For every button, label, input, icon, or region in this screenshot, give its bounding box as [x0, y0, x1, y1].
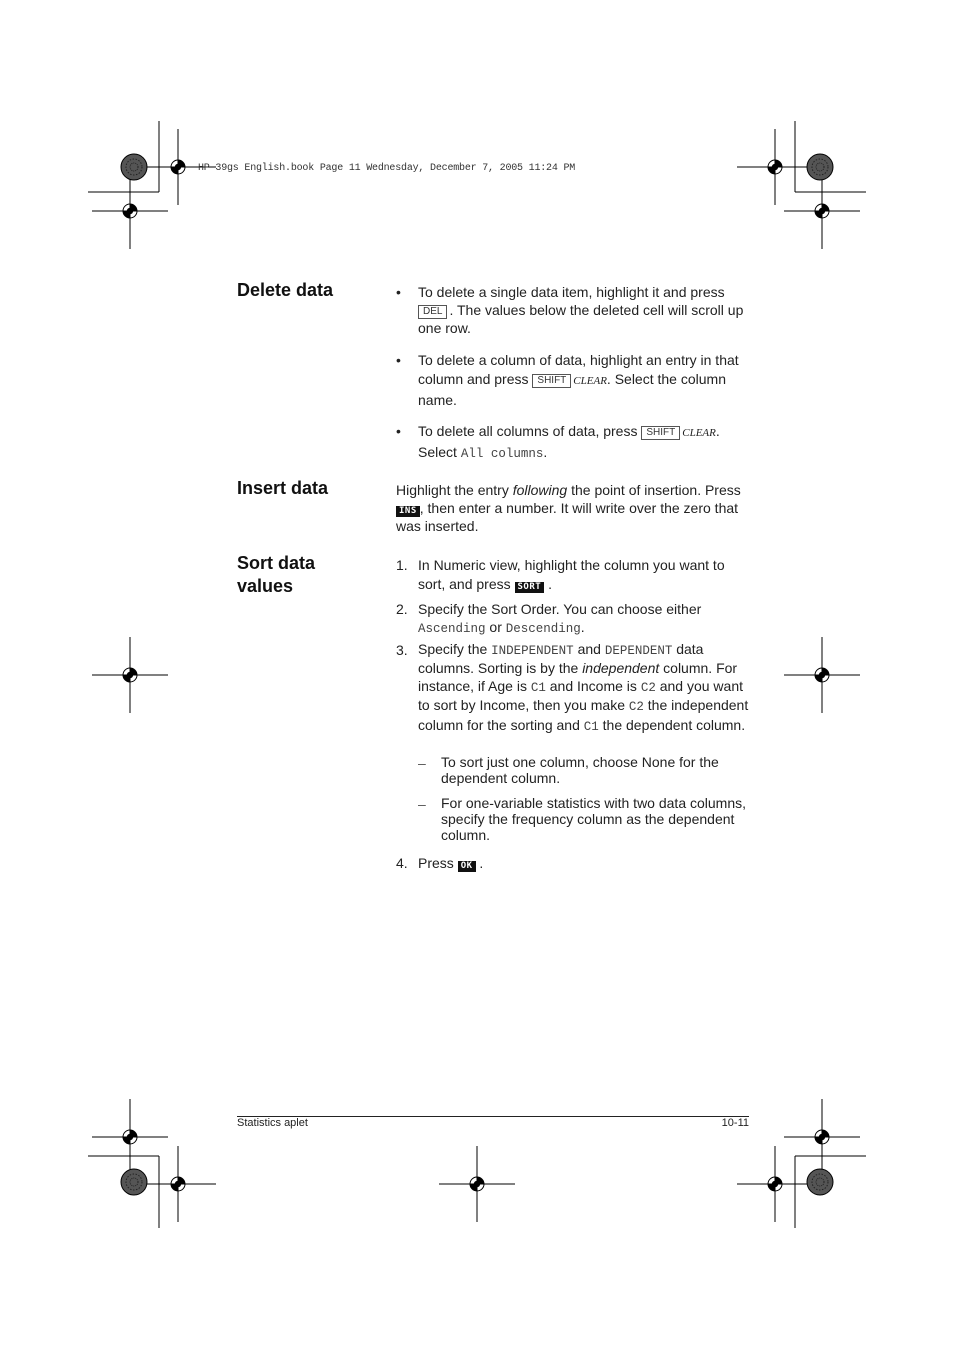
insert-data-paragraph: Highlight the entry following the point of insertion. Press INS , then enter a number. It will write over the zero that was inserted.	[396, 482, 741, 534]
bottom-left-crosshair-2	[140, 1146, 216, 1222]
del-key: DEL	[418, 305, 447, 319]
clear-shift-label: CLEAR	[573, 375, 607, 387]
sort-step-1: 1. In Numeric view, highlight the column you want to sort, and press SORT .	[396, 557, 725, 592]
bottom-left-crosshair	[92, 1099, 168, 1175]
footer-page-number: 10-11	[721, 1117, 749, 1129]
top-right-crosshair	[737, 129, 813, 205]
bottom-right-starburst	[807, 1169, 833, 1195]
footer-chapter: Statistics aplet	[237, 1117, 308, 1129]
delete-bullet-column: • To delete a column of data, highlight an entry in that column and press SHIFT CLEAR. Select the column name.	[396, 352, 739, 408]
bottom-right-crosshair	[737, 1146, 813, 1222]
delete-bullet-all-columns: • To delete all columns of data, press SHIFT CLEAR. Select All columns.	[396, 423, 720, 461]
ins-softkey: INS	[396, 506, 420, 517]
bullet-dot: •	[396, 423, 401, 439]
shift-key: SHIFT	[532, 374, 571, 388]
all-columns-option: All columns	[460, 447, 544, 461]
footer-rule	[237, 1116, 749, 1117]
delete-bullet-single-item: • To delete a single data item, highlight it and press DEL . The values below the deleted cell will scroll up one row.	[396, 284, 744, 336]
bullet-dot: •	[396, 352, 401, 368]
middle-right-crosshair	[784, 637, 860, 713]
clear-shift-label: CLEAR	[682, 427, 716, 439]
ascending-option: Ascending	[418, 622, 486, 636]
sort-step-2: 2. Specify the Sort Order. You can choose either Ascending or Descending.	[396, 601, 702, 636]
print-slug: HP 39gs English.book Page 11 Wednesday, December 7, 2005 11:24 PM	[198, 163, 576, 174]
sort-step-4: 4. Press OK .	[396, 855, 484, 871]
top-right-starburst	[807, 154, 833, 180]
top-left-starburst	[121, 154, 147, 180]
ok-softkey: OK	[458, 861, 476, 872]
bullet-dot: •	[396, 284, 401, 300]
descending-option: Descending	[505, 622, 581, 636]
delete-data-heading: Delete data	[237, 280, 334, 300]
bottom-center-crosshair	[439, 1146, 515, 1222]
sort-substep-frequency: – For one-variable statistics with two data columns, specify the frequency column as the dependent column.	[418, 795, 747, 843]
insert-data-heading: Insert data	[237, 478, 329, 498]
bottom-left-starburst	[121, 1169, 147, 1195]
sort-data-heading: Sort data values	[237, 553, 316, 596]
top-left-crosshair-2	[92, 173, 168, 249]
sort-substep-one-column: – To sort just one column, choose None for the dependent column.	[418, 754, 719, 786]
sort-softkey: SORT	[515, 582, 545, 593]
sort-step-3: 3. Specify the INDEPENDENT and DEPENDENT data columns. Sorting is by the independent column. For instance, if Age is C1 and Income is C2 and you want to sort by Income, then you make C2 the independent column for the sorting and C1 the dependent column.	[396, 641, 749, 734]
shift-key: SHIFT	[641, 426, 680, 440]
middle-left-crosshair	[92, 637, 168, 713]
